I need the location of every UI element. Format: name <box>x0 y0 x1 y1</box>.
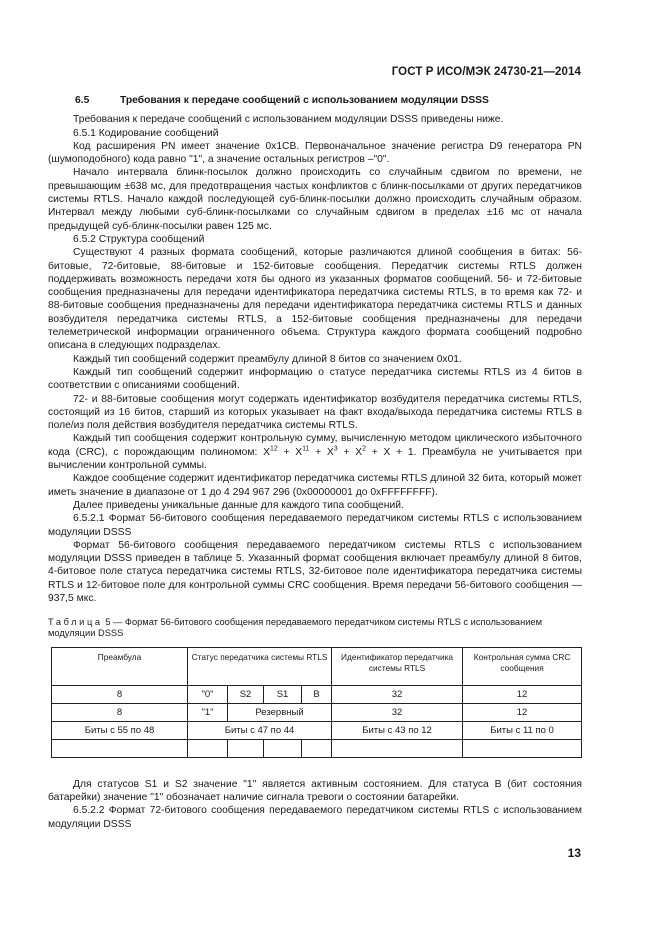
paragraph: Для статусов S1 и S2 значение "1" является активным состоянием. Для статуса В (бит состояния батарейки) значение "1" обозначает наличие сигнала тревоги о состоянии батарейки. <box>48 778 582 803</box>
paragraph: Код расширения PN имеет значение 0x1CB. Первоначальное значение регистра D9 генератора PN (шумоподобного) кода равно "1", а значение остальных регистров –"0". <box>48 140 582 166</box>
table-row <box>52 703 582 721</box>
table-cell: 8 <box>52 703 188 721</box>
paragraph: Существуют 4 разных формата сообщений, которые различаются длиной сообщения в битах: 56-битовые, 72-битовые, 88-битовые и 152-битовые сообщения. Передатчик системы RTLS должен поддерживать возможность передачи хотя бы одного из указанных форматов сообщений. 56- и 72-битовые сообщения предназначены для передачи идентификатора передатчика системы RTLS, в то время как 72- и 88-битовые сообщения предназначены для передачи идентификатора передатчика системы RTLS и данных возбудителя передатчика системы RTLS, а 152-битовые сообщения предназначены для передачи телеметрической информации ограниченного объема. Структура каждого формата сообщений подробно описана в следующих подразделах. <box>48 247 582 352</box>
table-cell: Резервный <box>228 703 332 721</box>
table-header-row <box>52 647 582 685</box>
table-cell <box>264 739 302 757</box>
table-row <box>52 721 582 739</box>
crc-polynomial-paragraph <box>48 432 582 472</box>
exponent: 2 <box>362 445 366 453</box>
table-cell: Биты с 47 по 44 <box>188 721 332 739</box>
table-cell: Биты с 55 по 48 <box>52 721 188 739</box>
table-caption-number: 5 <box>105 617 111 628</box>
table-cell: S2 <box>228 685 264 703</box>
table-cell: 8 <box>52 685 188 703</box>
table-caption <box>48 617 582 639</box>
paragraph: 72- и 88-битовые сообщения могут содержать идентификатор возбудителя передатчика системы RTLS, состоящий из 16 битов, старший из которых указывает на факт входа/выхода передатчика системы RTLS в поле/из поля действия возбудителя передатчика системы RTLS. <box>48 393 582 432</box>
table-cell <box>52 739 188 757</box>
text-run: + X <box>277 446 303 458</box>
paragraph: Формат 56-битового сообщения передаваемого передатчиком системы RTLS с использованием модуляции DSSS приведен в таблице 5. Указанный формат сообщения включает преамбулу длиной 8 битов, 4-битовое поле статуса передатчика системы RTLS, 32-битовое поле идентификатора передатчика системы RTLS и 12-битовое поле для контрольной суммы CRC сообщения. Время передачи 56-битового сообщения — 937,5 мкс. <box>48 539 582 604</box>
message-format-table <box>51 647 582 758</box>
header-cell: Контрольная сумма CRC сообщения <box>463 647 582 685</box>
table-cell: "1" <box>188 703 228 721</box>
subsection-heading: 6.5.2.2 Формат 72-битового сообщения передаваемого передатчиком системы RTLS с использованием модуляции DSSS <box>48 805 582 830</box>
header-cell: Преамбула <box>52 647 188 685</box>
table-cell: 12 <box>463 685 582 703</box>
paragraph: Начало интервала блинк-посылок должно происходить со случайным сдвигом по времени, не превышающим ±638 мс, для предотвращения частых конфликтов с блинк-посылками от других передатчиков системы RTLS. Начало каждой последующей суб-блинк-посылки должно происходить случайным образом. Интервал между любыми суб-блинк-посылками со случайным сдвигом в пределах ±16 мс от начала предыдущей суб-блинк-посылки равен 125 мс. <box>48 167 582 232</box>
table-row-empty <box>52 739 582 757</box>
table-cell: "0" <box>188 685 228 703</box>
table-cell: 12 <box>463 703 582 721</box>
subsection-heading: 6.5.2.1 Формат 56-битового сообщения передаваемого передатчиком системы RTLS с использованием модуляции DSSS <box>48 513 582 538</box>
paragraph: Требования к передаче сообщений с использованием модуляции DSSS приведены ниже. <box>73 114 504 126</box>
page-number: 13 <box>567 846 581 860</box>
page-content <box>48 90 582 831</box>
paragraph: Каждый тип сообщений содержит преамбулу длиной 8 битов со значением 0x01. <box>73 353 462 365</box>
table-cell: 32 <box>332 703 463 721</box>
table-cell: B <box>302 685 332 703</box>
table-cell <box>228 739 264 757</box>
text-run: + X <box>337 446 363 458</box>
table-caption-text: — Формат 56-битового сообщения передаваемого передатчиком системы RTLS с использованием модуляции DSSS <box>48 617 542 639</box>
text-run: + X + 1. Преамбула не учитывается при вычислении контрольной суммы. <box>48 446 582 472</box>
header-cell: Статус передатчика системы RTLS <box>188 647 332 685</box>
subsection-heading: 6.5.2 Структура сообщений <box>73 233 205 245</box>
paragraph: Каждое сообщение содержит идентификатор передатчика системы RTLS длиной 32 бита, который может иметь значение в диапазоне от 1 до 4 294 967 296 (0x00000001 до 0xFFFFFFFF). <box>48 473 582 498</box>
exponent: 11 <box>302 445 310 453</box>
table-cell: 32 <box>332 685 463 703</box>
table-cell <box>463 739 582 757</box>
table-cell: Биты с 43 по 12 <box>332 721 463 739</box>
standard-header: ГОСТ Р ИСО/МЭК 24730-21—2014 <box>391 66 581 78</box>
paragraph: Далее приведены уникальные данные для каждого типа сообщений. <box>73 499 404 511</box>
text-run: Каждый тип сообщения содержит контрольную сумму, вычисленную методом циклического избыточного кода (CRC), с порождающим полиномом: X <box>48 433 582 458</box>
text-run: + X <box>309 446 334 458</box>
exponent: 3 <box>333 445 338 453</box>
table-row <box>52 685 582 703</box>
header-cell: Идентификатор передатчика системы RTLS <box>332 647 463 685</box>
section-title: Требования к передаче сообщений с использованием модуляции DSSS <box>120 95 489 106</box>
table-cell: Биты с 11 по 0 <box>463 721 582 739</box>
paragraph: Каждый тип сообщений содержит информацию о статусе передатчика системы RTLS из 4 битов в соответствии с описаниями сообщений. <box>48 366 582 392</box>
table-cell <box>188 739 228 757</box>
table-cell <box>332 739 463 757</box>
section-number: 6.5 <box>75 95 90 106</box>
table-cell: S1 <box>264 685 302 703</box>
table-caption-label: Таблица <box>48 617 103 628</box>
section-heading <box>48 94 582 107</box>
exponent: 12 <box>269 445 278 453</box>
table-cell <box>302 739 332 757</box>
subsection-heading: 6.5.1 Кодирование сообщений <box>73 127 219 139</box>
